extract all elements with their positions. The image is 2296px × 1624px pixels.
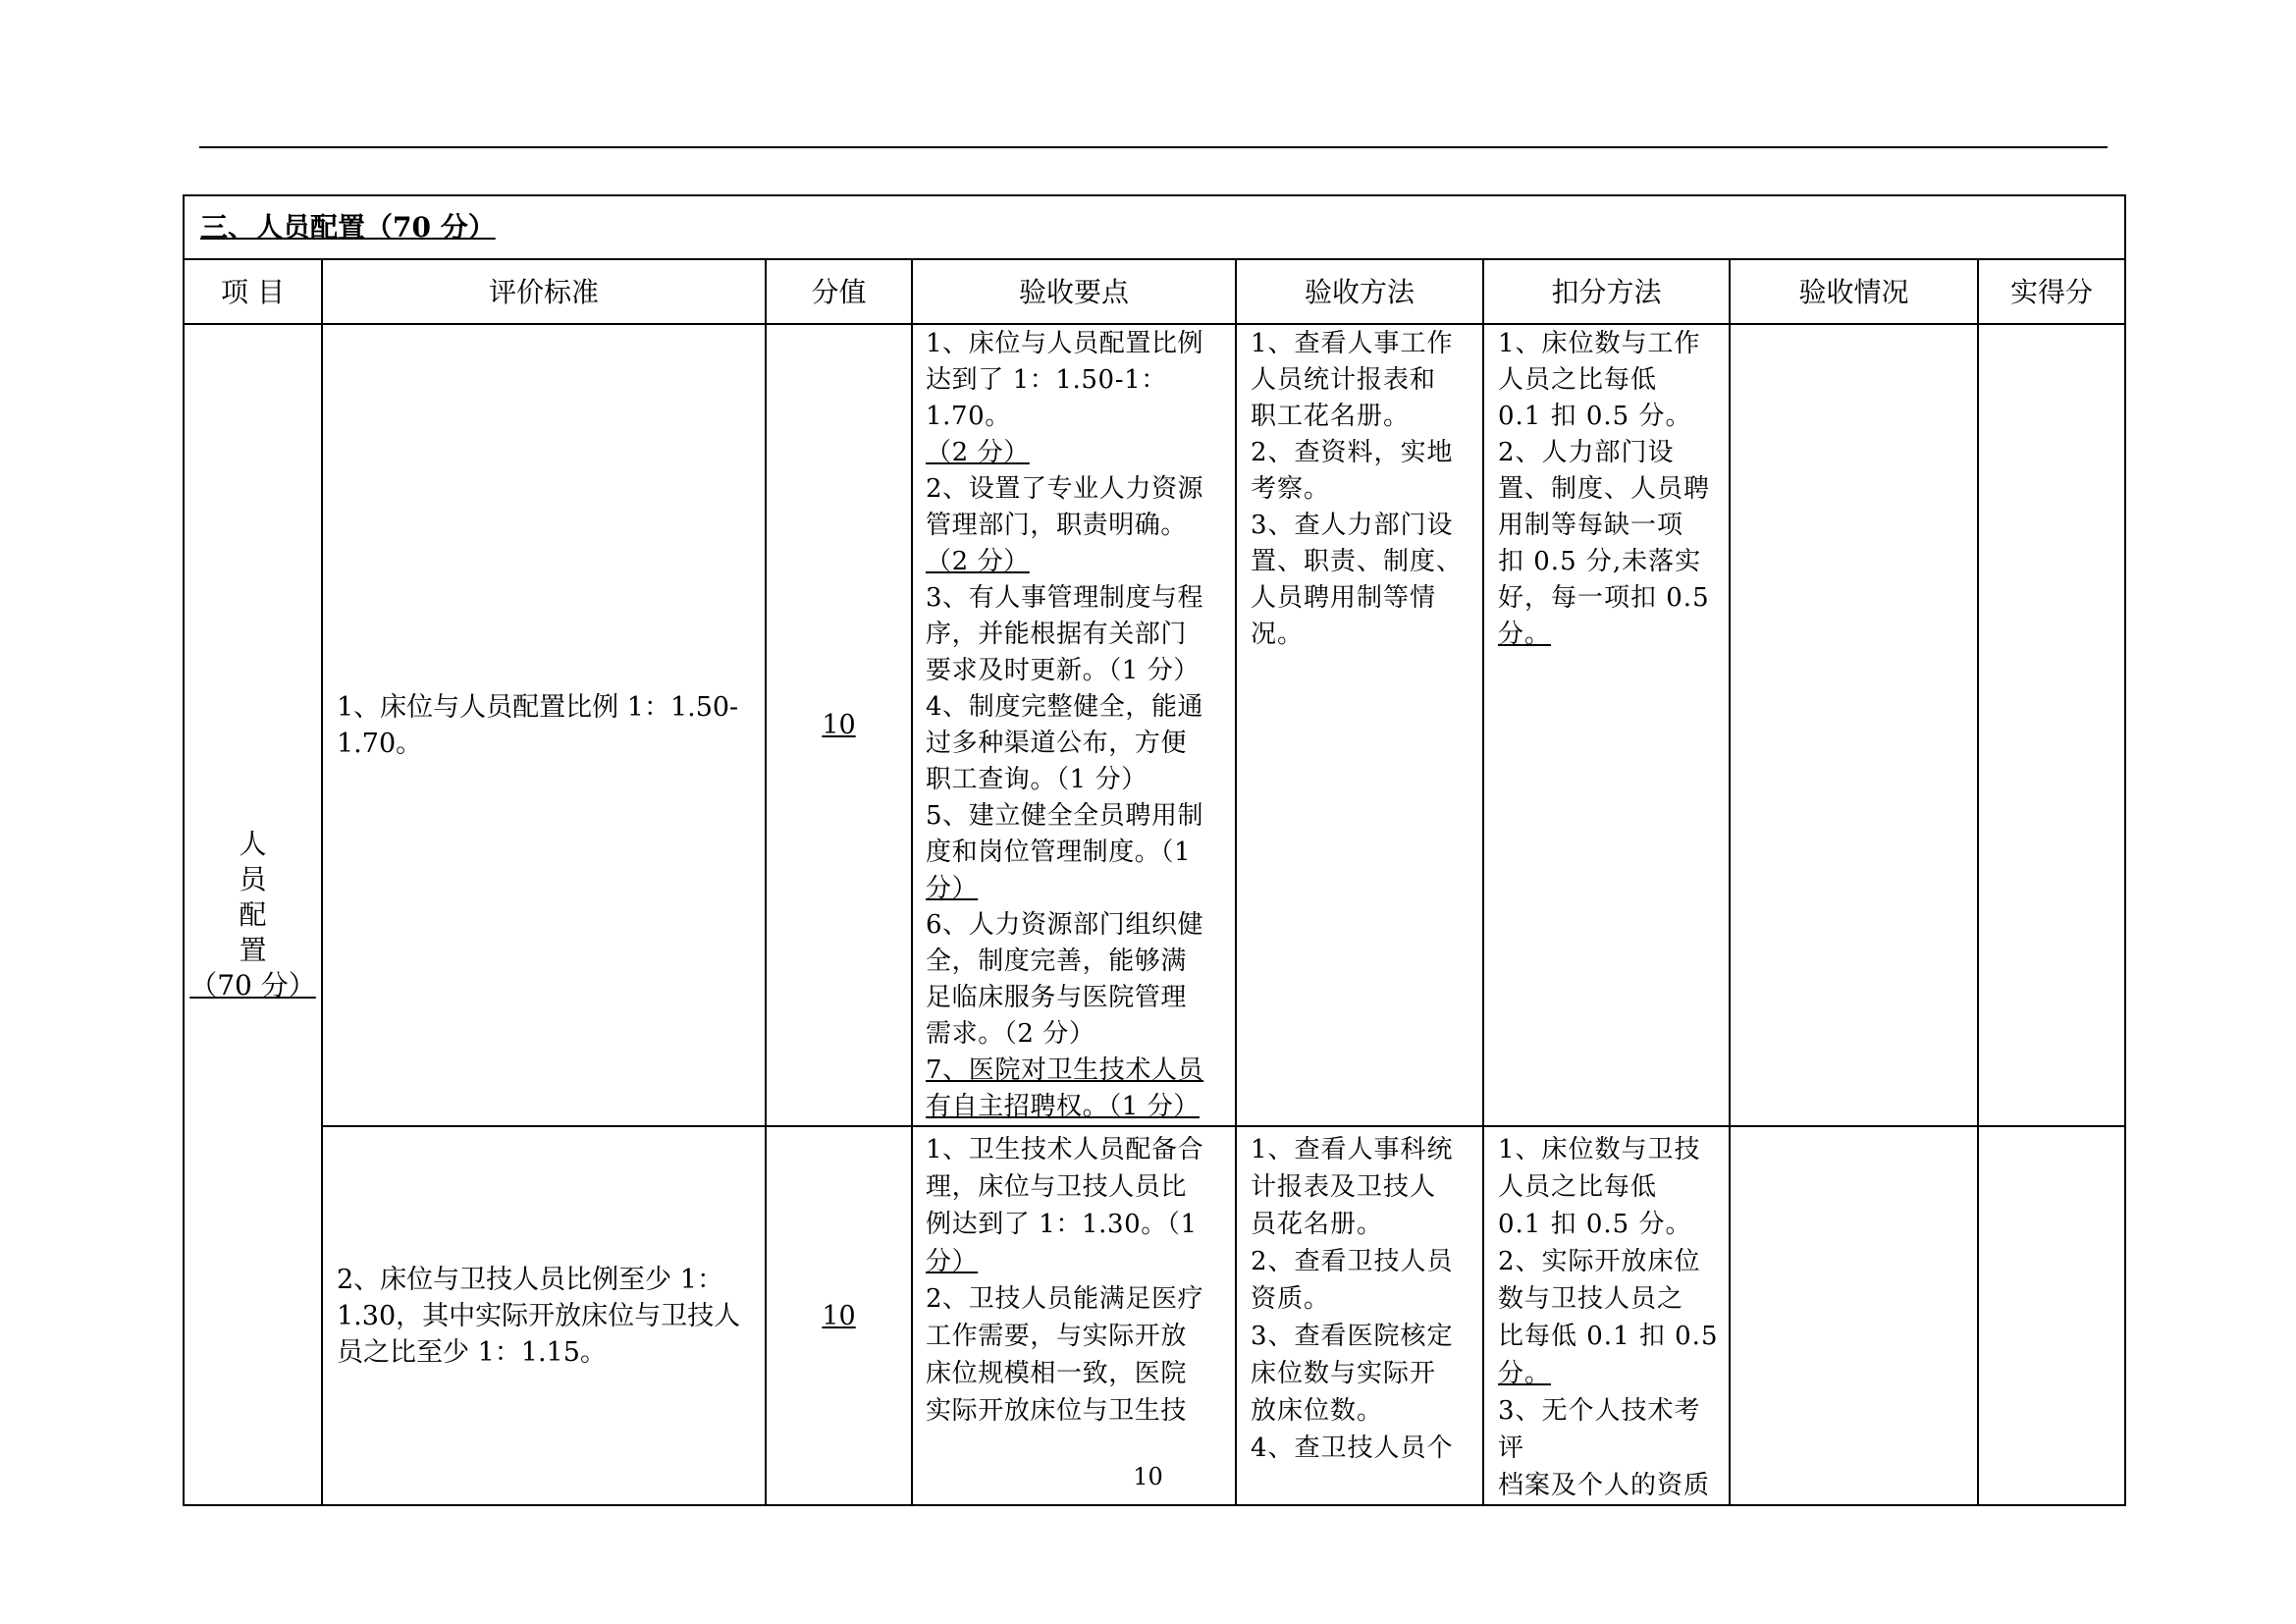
- key-point-line: 1、卫生技术人员配备合: [926, 1135, 1204, 1164]
- status-cell: [1730, 1126, 1978, 1505]
- section-title: 三、人员配置（70 分）: [184, 195, 2125, 259]
- deduction-line: 0.1 扣 0.5 分。: [1498, 1210, 1692, 1239]
- key-point-line: 6、人力资源部门组织健: [926, 910, 1204, 940]
- project-char: 置: [239, 933, 267, 966]
- key-point-line: 3、有人事管理制度与程: [926, 583, 1204, 613]
- key-point-line: 度和岗位管理制度。（1: [926, 838, 1192, 867]
- key-point-line: 有自主招聘权。（1 分）: [926, 1092, 1201, 1121]
- method-line: 员花名册。: [1251, 1210, 1384, 1239]
- header-score: 分值: [766, 259, 912, 324]
- header-rule: [199, 146, 2108, 148]
- key-point-line: 管理部门，职责明确。: [926, 511, 1188, 540]
- method-line: 床位数与实际开: [1251, 1359, 1437, 1388]
- key-point-line: 1、床位与人员配置比例: [926, 329, 1204, 358]
- deduction-line: 比每低 0.1 扣 0.5: [1498, 1322, 1719, 1351]
- method-line: 人员聘用制等情: [1251, 583, 1437, 613]
- header-actual-score: 实得分: [1978, 259, 2125, 324]
- deduction-line: 2、实际开放床位: [1498, 1247, 1701, 1276]
- method-line: 考察。: [1251, 474, 1331, 504]
- method-line: 3、查人力部门设: [1251, 511, 1454, 540]
- method-line: 4、查卫技人员个: [1251, 1434, 1454, 1463]
- key-point-line: 例达到了 1：1.30。（1: [926, 1210, 1198, 1239]
- header-key-points: 验收要点: [912, 259, 1236, 324]
- deduction-line: 扣 0.5 分,未落实: [1498, 547, 1702, 576]
- evaluation-table: [183, 194, 2126, 1506]
- project-cell: [184, 324, 322, 1505]
- key-point-line: 分）: [926, 874, 979, 903]
- key-point-line: 序，并能根据有关部门: [926, 620, 1188, 649]
- key-point-line: 2、设置了专业人力资源: [926, 474, 1204, 504]
- score-cell: 10: [766, 1126, 912, 1505]
- key-point-line: 4、制度完整健全，能通: [926, 692, 1204, 722]
- deduction-cell: [1483, 324, 1730, 1126]
- page-number: 10: [1133, 1463, 1163, 1490]
- project-points: （70 分）: [189, 968, 316, 1001]
- deduction-cell: [1483, 1126, 1730, 1505]
- deduction-line: 0.1 扣 0.5 分。: [1498, 402, 1692, 431]
- score-cell: 10: [766, 324, 912, 1126]
- deduction-line: 用制等每缺一项: [1498, 511, 1684, 540]
- method-line: 况。: [1251, 620, 1305, 649]
- key-point-line: 工作需要，与实际开放: [926, 1322, 1188, 1351]
- key-point-line: 实际开放床位与卫生技: [926, 1396, 1188, 1426]
- header-project: 项 目: [184, 259, 322, 324]
- method-line: 1、查看人事工作: [1251, 329, 1454, 358]
- status-cell: [1730, 324, 1978, 1126]
- header-method: 验收方法: [1236, 259, 1483, 324]
- criterion-cell: 2、床位与卫技人员比例至少 1：1.30，其中实际开放床位与卫技人员之比至少 1：1.15。: [322, 1126, 766, 1505]
- key-points-cell: [912, 324, 1236, 1126]
- deduction-line: 人员之比每低: [1498, 1172, 1658, 1202]
- key-points-cell: [912, 1126, 1236, 1505]
- method-line: 1、查看人事科统: [1251, 1135, 1454, 1164]
- key-point-line: 理，床位与卫技人员比: [926, 1172, 1188, 1202]
- method-line: 人员统计报表和: [1251, 365, 1437, 395]
- key-point-line: 5、建立健全全员聘用制: [926, 801, 1204, 831]
- project-char: 人: [239, 827, 267, 860]
- actual-score-cell: [1978, 1126, 2125, 1505]
- method-line: 2、查看卫技人员: [1251, 1247, 1454, 1276]
- project-char: 员: [239, 862, 267, 895]
- key-point-line: 达到了 1：1.50-1：1.70。: [926, 365, 1167, 431]
- method-line: 职工花名册。: [1251, 402, 1411, 431]
- key-point-line: 全，制度完善，能够满: [926, 947, 1188, 976]
- key-point-line: 要求及时更新。（1 分）: [926, 656, 1201, 685]
- deduction-line: 2、人力部门设: [1498, 438, 1675, 467]
- key-point-line: 分）: [926, 1247, 979, 1276]
- key-point-line: 需求。（2 分）: [926, 1019, 1095, 1049]
- key-point-line: （2 分）: [926, 547, 1030, 576]
- header-criteria: 评价标准: [322, 259, 766, 324]
- actual-score-cell: [1978, 324, 2125, 1126]
- method-line: 计报表及卫技人: [1251, 1172, 1437, 1202]
- project-char: 配: [239, 897, 267, 931]
- deduction-line: 1、床位数与卫技: [1498, 1135, 1701, 1164]
- deduction-line: 档案及个人的资质: [1498, 1471, 1711, 1500]
- method-line: 资质。: [1251, 1284, 1331, 1314]
- deduction-line: 3、无个人技术考评: [1498, 1396, 1701, 1463]
- key-point-line: 床位规模相一致，医院: [926, 1359, 1188, 1388]
- key-point-line: 2、卫技人员能满足医疗: [926, 1284, 1204, 1314]
- deduction-line: 1、床位数与工作: [1498, 329, 1701, 358]
- key-point-line: 7、医院对卫生技术人员: [926, 1056, 1204, 1085]
- key-point-line: 职工查询。（1 分）: [926, 765, 1148, 794]
- method-line: 3、查看医院核定: [1251, 1322, 1454, 1351]
- method-line: 置、职责、制度、: [1251, 547, 1464, 576]
- key-point-line: （2 分）: [926, 438, 1030, 467]
- method-cell: [1236, 1126, 1483, 1505]
- deduction-line: 置、制度、人员聘: [1498, 474, 1711, 504]
- method-cell: [1236, 324, 1483, 1126]
- method-line: 放床位数。: [1251, 1396, 1384, 1426]
- key-point-line: 过多种渠道公布，方便: [926, 729, 1188, 758]
- key-point-line: 足临床服务与医院管理: [926, 983, 1188, 1012]
- criterion-cell: 1、床位与人员配置比例 1：1.50-1.70。: [322, 324, 766, 1126]
- deduction-line: 分。: [1498, 620, 1552, 649]
- deduction-line: 数与卫技人员之: [1498, 1284, 1684, 1314]
- header-deduction: 扣分方法: [1483, 259, 1730, 324]
- method-line: 2、查资料，实地: [1251, 438, 1454, 467]
- header-status: 验收情况: [1730, 259, 1978, 324]
- deduction-line: 人员之比每低: [1498, 365, 1658, 395]
- deduction-line: 好，每一项扣 0.5: [1498, 583, 1710, 613]
- deduction-line: 分。: [1498, 1359, 1552, 1388]
